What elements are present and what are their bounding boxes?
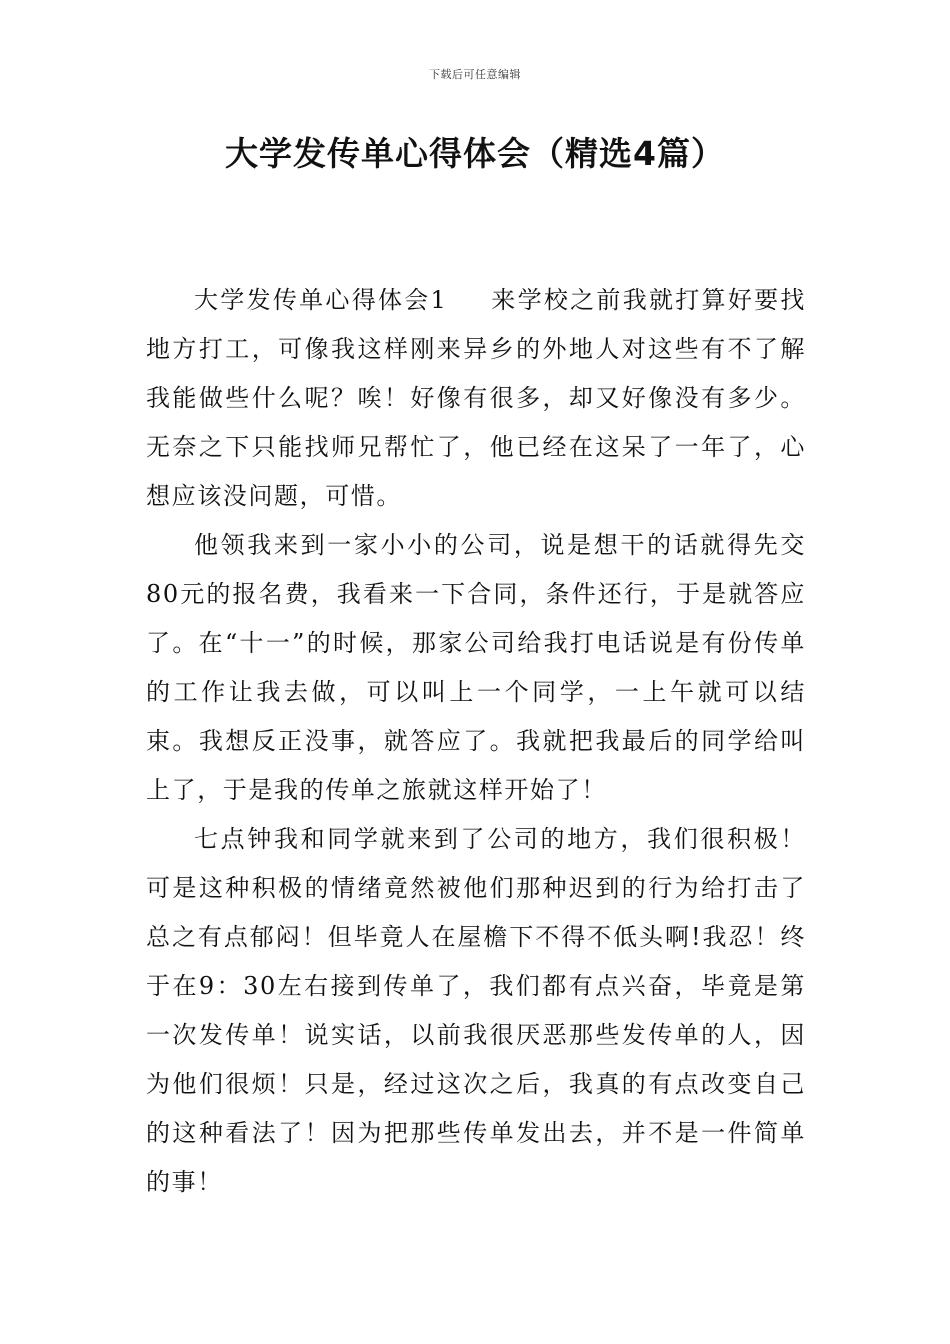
- header-note: 下载后可任意编辑: [429, 68, 521, 81]
- paragraph-2: 他领我来到一家小小的公司，说是想干的话就得先交80元的报名费，我看来一下合同，条件还行，于是就答应了。在“十一”的时候，那家公司给我打电话说是有份传单的工作让我去做，可以叫上一个同学，一上午就可以结束。我想反正没事，就答应了。我就把我最后的同学给叫上了，于是我的传单之旅就这样开始了！: [146, 531, 806, 804]
- paragraph-1: [146, 276, 806, 521]
- section-heading: 大学发传单心得体会1: [194, 286, 448, 314]
- document-title: 大学发传单心得体会（精选4篇）: [225, 134, 725, 173]
- paragraph-1-text: 来学校之前我就打算好要找地方打工，可像我这样刚来异乡的外地人对这些有不了解我能做些什么呢？唉！好像有很多，却又好像没有多少。无奈之下只能找师兄帮忙了，他已经在这呆了一年了，心想应该没问题，可惜。: [146, 286, 806, 510]
- paragraph-3: 七点钟我和同学就来到了公司的地方，我们很积极！可是这种积极的情绪竟然被他们那种迟到的行为给打击了总之有点郁闷！但毕竟人在屋檐下不得不低头啊!我忍！终于在9：30左右接到传单了，我们都有点兴奋，毕竟是第一次发传单！说实话，以前我很厌恶那些发传单的人，因为他们很烦！只是，经过这次之后，我真的有点改变自己的这种看法了！因为把那些传单发出去，并不是一件简单的事！: [146, 825, 806, 1196]
- document-body: [146, 276, 806, 1207]
